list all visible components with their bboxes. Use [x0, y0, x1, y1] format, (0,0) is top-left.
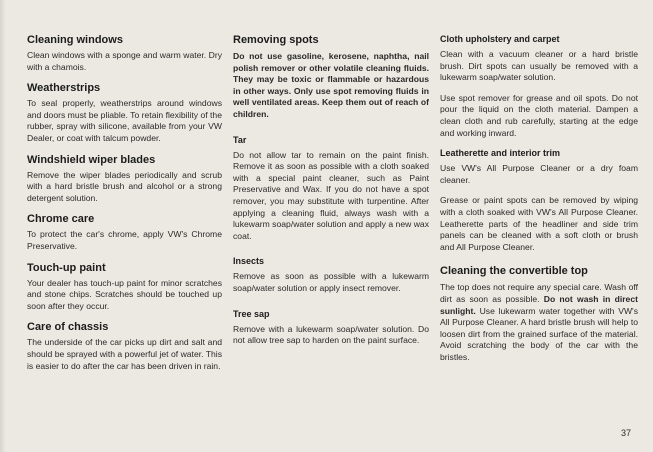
binding-shadow — [0, 0, 6, 452]
heading-removing-spots: Removing spots — [233, 34, 319, 46]
column-right — [440, 34, 638, 372]
text-weatherstrips: To seal properly, weatherstrips around windows and doors must be pliable. To retain flexibility of the rubber, spray with silicone, available from your VW Dealer, or coat with talcum powder. — [27, 98, 222, 143]
column-middle — [233, 34, 429, 356]
text-cleaning-windows: Clean windows with a sponge and warm water. Dry with a chamois. — [27, 50, 222, 72]
heading-touch-up-paint: Touch-up paint — [27, 261, 106, 274]
heading-tree-sap: Tree sap — [233, 308, 270, 319]
page-number: 37 — [620, 428, 631, 438]
text-chrome-care: To protect the car's chrome, apply VW's Chrome Preservative. — [27, 229, 222, 251]
heading-weatherstrips: Weatherstrips — [27, 82, 101, 95]
text-insects: Remove as soon as possible with a lukewarm soap/water solution or apply insect remover. — [233, 271, 429, 293]
heading-tar: Tar — [233, 134, 247, 145]
text-wiper-blades: Remove the wiper blades periodically and scrub with a hard bristle brush and alcohol or a strong detergent solution. — [27, 169, 222, 203]
text-convertible-top — [440, 282, 638, 363]
heading-cloth-upholstery: Cloth upholstery and carpet — [440, 34, 560, 44]
heading-wiper-blades: Windshield wiper blades — [27, 153, 156, 166]
heading-chrome-care: Chrome care — [27, 213, 95, 226]
text-tar: Do not allow tar to remain on the paint finish. Remove it as soon as possible with a cloth soaked with a special paint cleaner, such as Paint Preservative and Wax. If you do not have a spot remover, you may substitute with turpentine. After applying a cleaning fluid, always wash with a lukewarm soap/water solution and apply a new wax coat. — [233, 149, 429, 241]
text-convertible-top-bold: Do not wash in direct sunlight. — [440, 293, 638, 316]
text-care-of-chassis: The underside of the car picks up dirt and salt and should be sprayed with a powerful jet of water. This is easier to do after the car has been driven in rain. — [27, 337, 222, 371]
text-tree-sap: Remove with a lukewarm soap/water solution. Do not allow tree sap to harden on the paint surface. — [233, 323, 429, 346]
heading-care-of-chassis: Care of chassis — [27, 321, 109, 334]
heading-insects: Insects — [233, 256, 265, 267]
column-left — [27, 34, 222, 381]
text-leatherette-2: Grease or paint spots can be removed by wiping with a cloth soaked with VW's All Purpose Cleaner. Leatherette parts of the headliner and side trim panels can be cleaned with a soft cloth or brush and All Purpose Cleaner. — [440, 195, 638, 252]
heading-leatherette: Leatherette and interior trim — [440, 148, 561, 159]
text-cloth-upholstery-2: Use spot remover for grease and oil spots. Do not pour the liquid on the cloth material. Dampen a clean cloth and rub carefully, starting at the edge and working inward. — [440, 92, 638, 138]
text-touch-up-paint: Your dealer has touch-up paint for minor scratches and stone chips. Scratches should be touched up soon after they occur. — [27, 277, 222, 311]
text-convertible-top-a: The top does not require any special care. Wash off dirt as soon as possible. — [440, 282, 638, 304]
text-leatherette-1: Use VW's All Purpose Cleaner or a dry foam cleaner. — [440, 163, 638, 185]
heading-convertible-top: Cleaning the convertible top — [440, 265, 588, 278]
text-cloth-upholstery-1: Clean with a vacuum cleaner or a hard bristle brush. Dirt spots can usually be removed with a lukewarm soap/water solution. — [440, 49, 638, 83]
heading-cleaning-windows: Cleaning windows — [27, 34, 123, 46]
text-convertible-top-b: Use lukewarm water together with VW's All Purpose Cleaner. A hard bristle brush will help to loosen dirt from the grained surface of the material. Avoid scratching the body of the car with the bristles. — [440, 305, 638, 362]
warning-volatile-fluids: Do not use gasoline, kerosene, naphtha, nail polish remover or other volatile cleaning fluids. They may be toxic or flammable or hazardous in other ways. Only use spot removing fluids in well ventilated areas. Keep them out of reach of children. — [233, 51, 429, 119]
